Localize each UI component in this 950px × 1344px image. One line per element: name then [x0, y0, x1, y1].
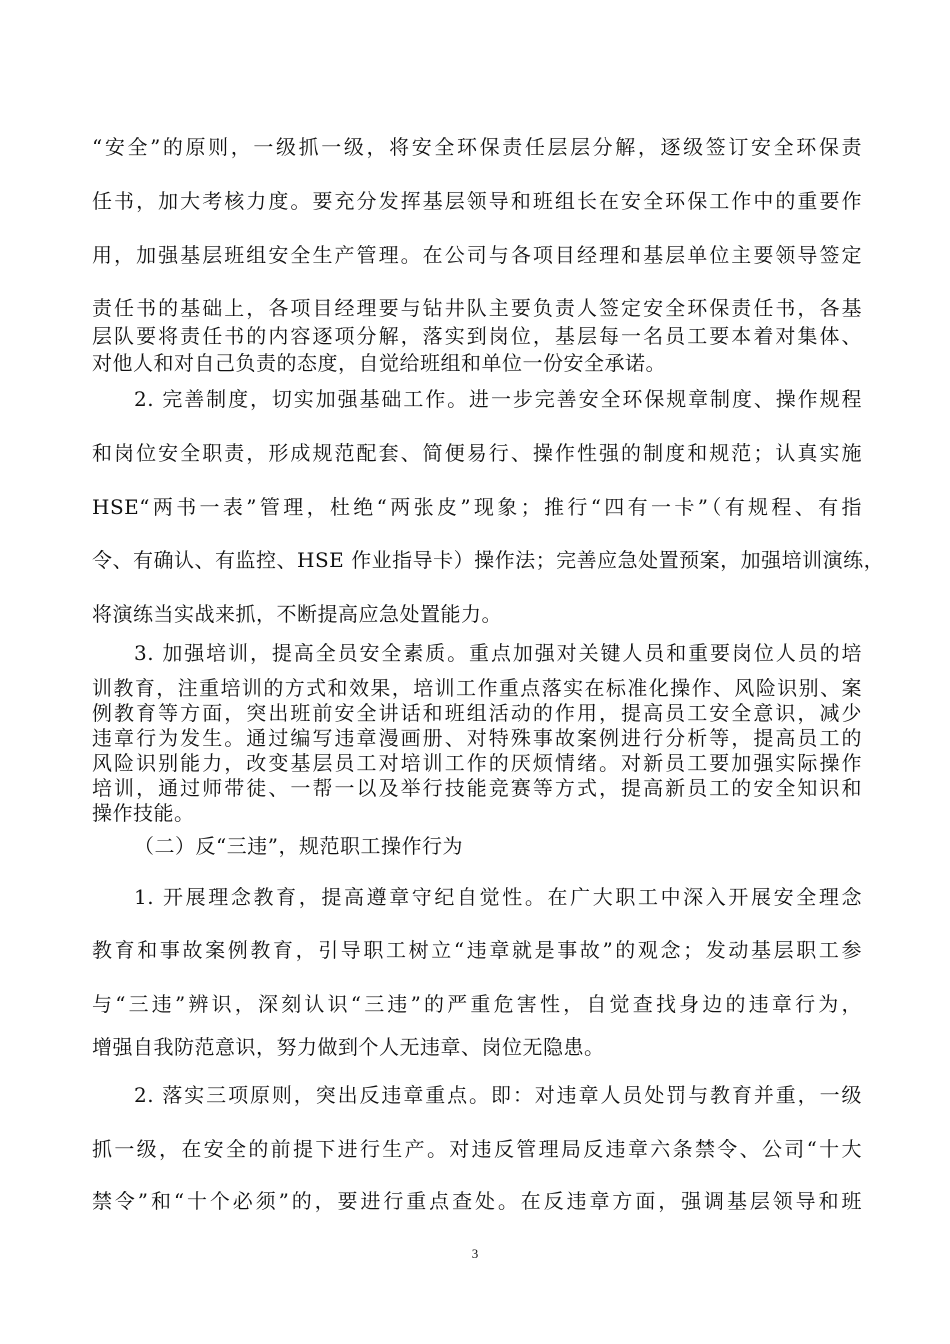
- text-line: 与“三违”辨识，深刻认识“三违”的严重危害性，自觉查找身边的违章行为，: [92, 992, 862, 1016]
- paragraph-start: 3. 加强培训，提高全员安全素质。重点加强对关键人员和重要岗位人员的培: [134, 641, 862, 665]
- text-line: 风险识别能力，改变基层员工对培训工作的厌烦情绪。对新员工要加强实际操作: [92, 751, 862, 775]
- paragraph-start: 2. 落实三项原则，突出反违章重点。即：对违章人员处罚与教育并重，一级: [134, 1083, 862, 1107]
- text-line: “安全”的原则，一级抓一级，将安全环保责任层层分解，逐级签订安全环保责: [92, 135, 862, 159]
- text-line: 训教育，注重培训的方式和效果，培训工作重点落实在标准化操作、风险识别、案: [92, 676, 862, 700]
- paragraph-start: 2. 完善制度，切实加强基础工作。进一步完善安全环保规章制度、操作规程: [134, 387, 862, 411]
- text-line: 层队要将责任书的内容逐项分解，落实到岗位，基层每一名员工要本着对集体、: [92, 324, 862, 348]
- text-line: 将演练当实战来抓，不断提高应急处置能力。: [92, 602, 502, 626]
- text-line: 违章行为发生。通过编写违章漫画册、对特殊事故案例进行分析等，提高员工的: [92, 726, 862, 750]
- text-line: 责任书的基础上，各项目经理要与钻井队主要负责人签定安全环保责任书，各基: [92, 296, 862, 320]
- text-line: 和岗位安全职责，形成规范配套、简便易行、操作性强的制度和规范；认真实施: [92, 441, 862, 465]
- text-line: 禁令”和“十个必须”的，要进行重点查处。在反违章方面，强调基层领导和班: [92, 1189, 862, 1213]
- text-line: 用，加强基层班组安全生产管理。在公司与各项目经理和基层单位主要领导签定: [92, 243, 862, 267]
- text-line: 例教育等方面，突出班前安全讲话和班组活动的作用，提高员工安全意识，减少: [92, 701, 862, 725]
- text-line: 操作技能。: [92, 801, 195, 825]
- text-line: 抓一级，在安全的前提下进行生产。对违反管理局反违章六条禁令、公司“十大: [92, 1137, 862, 1161]
- paragraph-start: 1. 开展理念教育，提高遵章守纪自觉性。在广大职工中深入开展安全理念: [134, 885, 862, 909]
- text-line: 增强自我防范意识，努力做到个人无违章、岗位无隐患。: [92, 1035, 605, 1059]
- text-line: 教育和事故案例教育，引导职工树立“违章就是事故”的观念；发动基层职工参: [92, 938, 862, 962]
- page-number: 3: [471, 1246, 479, 1261]
- text-line: 对他人和对自己负责的态度，自觉给班组和单位一份安全承诺。: [92, 351, 666, 375]
- text-line: 令、有确认、有监控、HSE 作业指导卡）操作法；完善应急处置预案，加强培训演练，: [92, 548, 885, 572]
- text-line: 任书，加大考核力度。要充分发挥基层领导和班组长在安全环保工作中的重要作: [92, 189, 862, 213]
- text-line: HSE“两书一表”管理，杜绝“两张皮”现象；推行“四有一卡”（有规程、有指: [92, 495, 862, 519]
- section-heading: （二）反“三违”，规范职工操作行为: [134, 834, 463, 858]
- text-line: 培训，通过师带徒、一帮一以及举行技能竞赛等方式，提高新员工的安全知识和: [92, 776, 862, 800]
